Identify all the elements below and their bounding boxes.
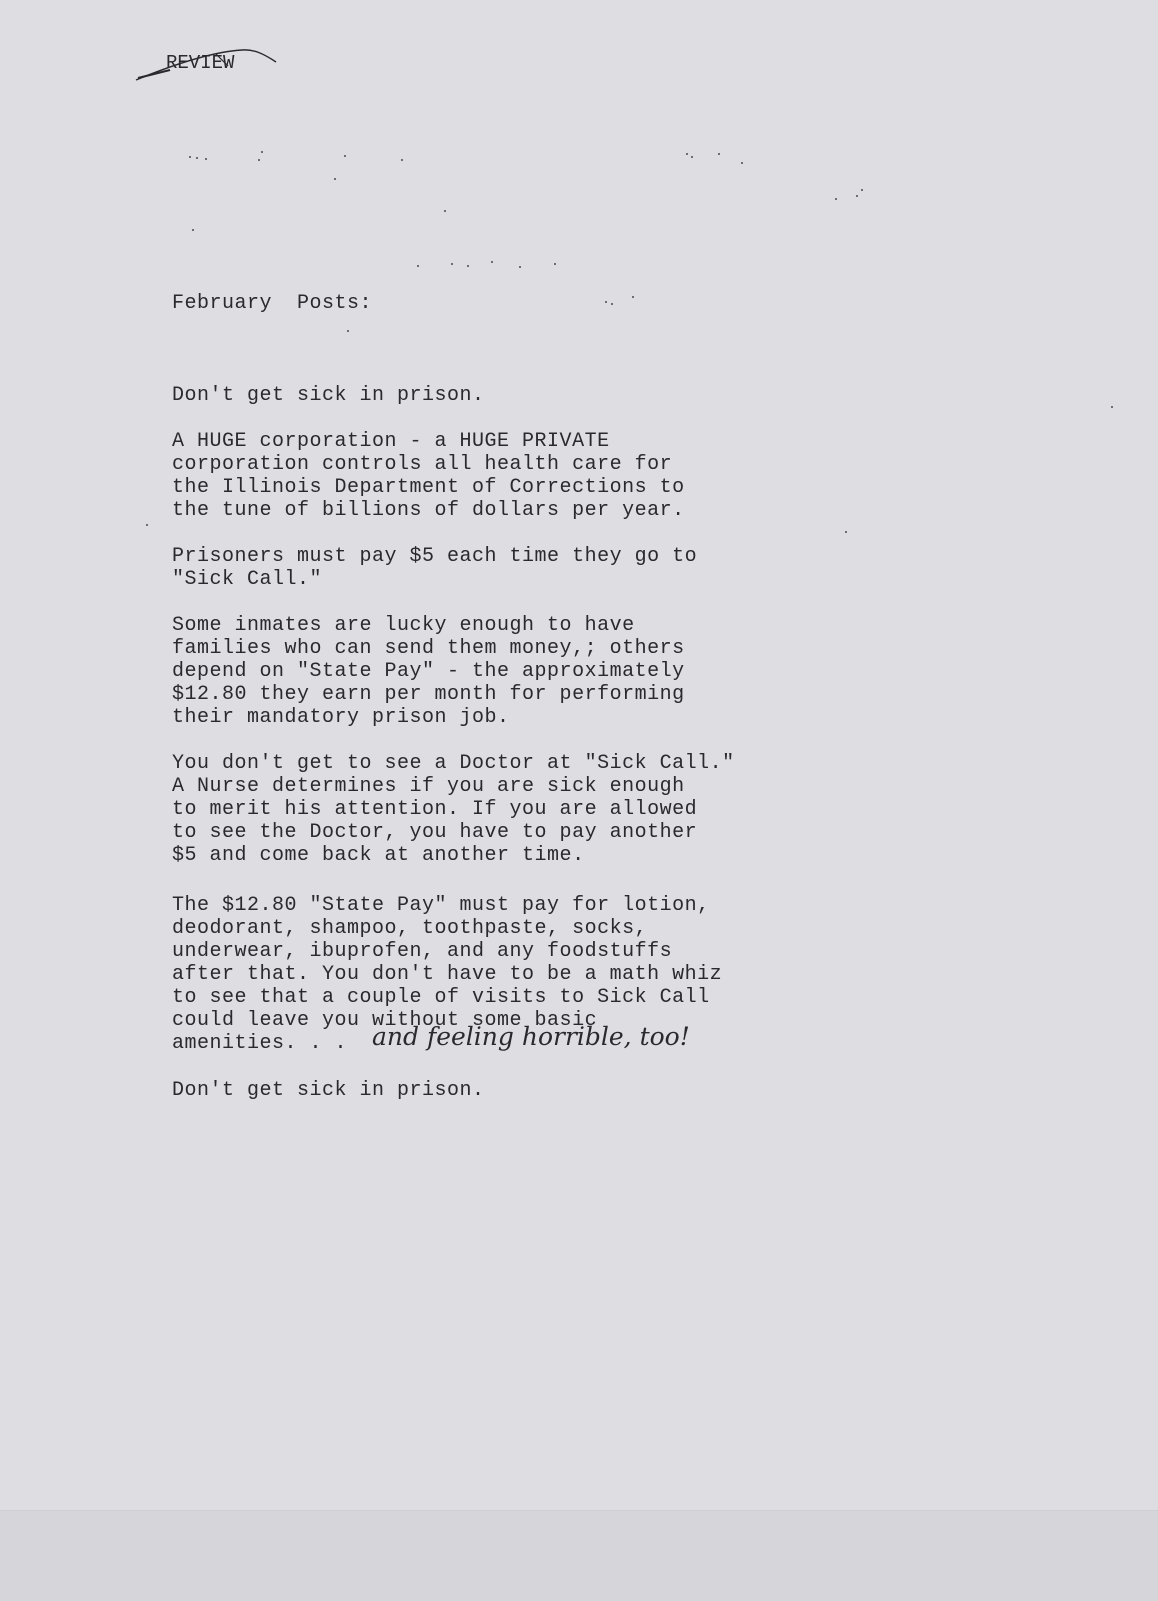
text-line: to see the Doctor, you have to pay another xyxy=(172,821,698,844)
paragraph-7 xyxy=(172,1079,485,1102)
text-line: "Sick Call." xyxy=(172,568,323,591)
text-line: could leave you without some basic xyxy=(172,1009,598,1032)
review-scribble xyxy=(130,44,290,94)
text-line: $12.80 they earn per month for performing xyxy=(172,683,685,706)
paragraph-3 xyxy=(172,545,697,591)
review-stamp: REVIEW xyxy=(166,52,235,74)
text-line: A Nurse determines if you are sick enough xyxy=(172,775,685,798)
scan-background xyxy=(0,1510,1158,1601)
text-line: the tune of billions of dollars per year. xyxy=(172,499,685,522)
paragraph-4 xyxy=(172,614,685,729)
paragraph-2 xyxy=(172,430,685,522)
text-line: Don't get sick in prison. xyxy=(172,384,485,407)
text-line: Don't get sick in prison. xyxy=(172,1079,485,1102)
handwritten-note: and feeling horrible, too! xyxy=(372,1022,690,1051)
text-line: $5 and come back at another time. xyxy=(172,844,585,867)
paragraph-1 xyxy=(172,384,485,407)
page-heading: February Posts: xyxy=(172,292,373,315)
text-line: The $12.80 "State Pay" must pay for lotion, xyxy=(172,894,710,917)
text-line: amenities. . . xyxy=(172,1032,348,1055)
text-line: to see that a couple of visits to Sick Call xyxy=(172,986,710,1009)
text-line: corporation controls all health care for xyxy=(172,453,673,476)
paragraph-5 xyxy=(172,752,735,867)
text-line: Prisoners must pay $5 each time they go to xyxy=(172,545,698,568)
text-line: deodorant, shampoo, toothpaste, socks, xyxy=(172,917,648,940)
text-line: underwear, ibuprofen, and any foodstuffs xyxy=(172,940,673,963)
text-line: families who can send them money,; others xyxy=(172,637,685,660)
text-line: their mandatory prison job. xyxy=(172,706,510,729)
text-line: Some inmates are lucky enough to have xyxy=(172,614,635,637)
text-line: to merit his attention. If you are allowed xyxy=(172,798,698,821)
text-line: the Illinois Department of Corrections to xyxy=(172,476,685,499)
text-line: depend on "State Pay" - the approximately xyxy=(172,660,685,683)
text-line: A HUGE corporation - a HUGE PRIVATE xyxy=(172,430,610,453)
text-line: after that. You don't have to be a math whiz xyxy=(172,963,723,986)
text-line: You don't get to see a Doctor at "Sick Call." xyxy=(172,752,735,775)
